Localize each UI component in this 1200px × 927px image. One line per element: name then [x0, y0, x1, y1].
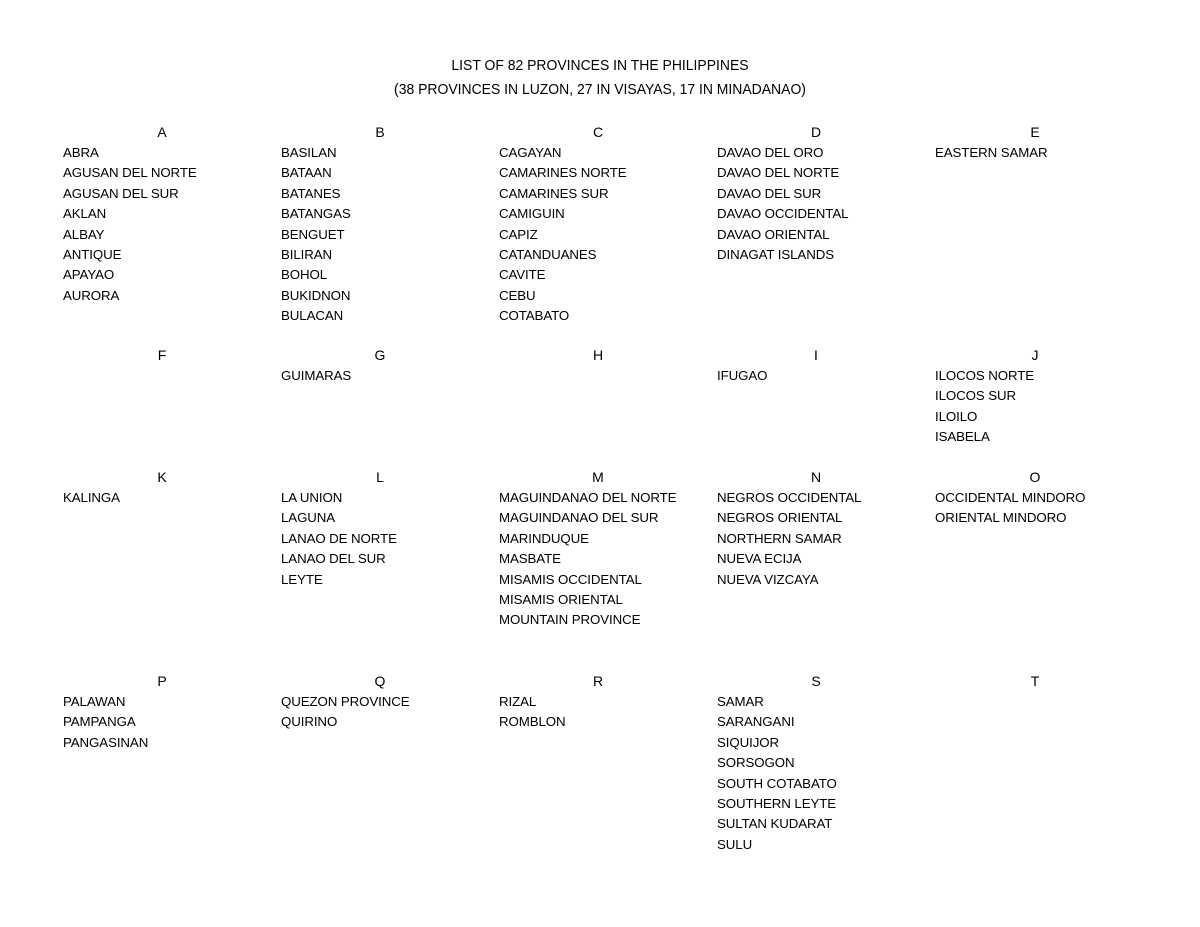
province-item: QUIRINO	[281, 714, 338, 730]
province-item: MOUNTAIN PROVINCE	[499, 612, 641, 628]
province-list	[63, 143, 271, 306]
province-item: BENGUET	[281, 226, 345, 242]
letter-row	[53, 121, 1145, 327]
province-item: ANTIQUE	[63, 246, 122, 262]
province-item: BILIRAN	[281, 246, 333, 262]
province-item: SULTAN KUDARAT	[717, 816, 833, 832]
province-item: SIQUIJOR	[717, 734, 779, 750]
letter-heading: N	[810, 469, 822, 485]
province-list	[281, 488, 489, 590]
province-item: LAGUNA	[281, 510, 336, 526]
province-item: AURORA	[63, 287, 120, 303]
province-item: BATANES	[281, 185, 341, 201]
province-item: DINAGAT ISLANDS	[717, 246, 834, 262]
province-item: CAVITE	[499, 267, 546, 283]
province-item: ALBAY	[63, 226, 105, 242]
province-item: ILOCOS NORTE	[935, 368, 1035, 383]
province-list	[935, 366, 1145, 448]
province-item: DAVAO OCCIDENTAL	[717, 206, 849, 222]
province-item: NUEVA VIZCAYA	[717, 571, 819, 587]
province-item: ILOILO	[935, 408, 978, 424]
province-item: MAGUINDANAO DEL SUR	[499, 510, 659, 526]
province-item: SARANGANI	[717, 714, 795, 730]
letter-heading: K	[157, 469, 167, 485]
province-item: SAMAR	[717, 694, 764, 709]
province-item: LEYTE	[281, 571, 323, 587]
province-list	[935, 143, 1145, 163]
letter-heading: B	[375, 124, 385, 140]
province-item: RIZAL	[499, 694, 537, 709]
letter-column-i	[707, 344, 925, 448]
province-item: MISAMIS OCCIDENTAL	[499, 571, 642, 587]
letter-column-g	[271, 344, 489, 448]
province-item: ABRA	[63, 145, 99, 160]
province-list	[281, 366, 489, 386]
province-list	[499, 692, 707, 733]
letter-column-p	[53, 670, 271, 855]
province-list	[717, 366, 925, 386]
letter-column-a	[53, 121, 271, 327]
letter-heading: G	[374, 347, 386, 363]
letter-heading: A	[157, 124, 167, 140]
province-item: AGUSAN DEL SUR	[63, 185, 179, 201]
province-item: DAVAO DEL SUR	[717, 185, 822, 201]
province-list	[281, 692, 489, 733]
province-item: IFUGAO	[717, 368, 768, 383]
province-list	[499, 143, 707, 327]
letter-row	[53, 344, 1145, 448]
province-item: NEGROS ORIENTAL	[717, 510, 843, 526]
province-item: PALAWAN	[63, 694, 126, 709]
province-item: LANAO DE NORTE	[281, 530, 397, 546]
province-item: CAGAYAN	[499, 145, 562, 160]
province-item: ILOCOS SUR	[935, 388, 1017, 404]
province-item: SORSOGON	[717, 755, 795, 771]
province-item: MARINDUQUE	[499, 530, 589, 546]
province-list	[935, 488, 1145, 529]
province-item: SOUTHERN LEYTE	[717, 795, 837, 811]
province-item: BUKIDNON	[281, 287, 351, 303]
letter-column-b	[271, 121, 489, 327]
letter-heading: J	[1031, 347, 1039, 363]
province-item: ROMBLON	[499, 714, 566, 730]
province-item: DAVAO ORIENTAL	[717, 226, 830, 242]
letter-column-d	[707, 121, 925, 327]
province-item: MASBATE	[499, 551, 561, 567]
letter-heading: T	[1030, 673, 1040, 689]
province-item: SOUTH COTABATO	[717, 775, 837, 791]
province-item: KALINGA	[63, 490, 120, 505]
province-item: MAGUINDANAO DEL NORTE	[499, 490, 677, 505]
province-list	[717, 488, 925, 590]
letter-column-f	[53, 344, 271, 448]
province-item: LA UNION	[281, 490, 343, 505]
province-item: BATANGAS	[281, 206, 351, 222]
page-title: LIST OF 82 PROVINCES IN THE PHILIPPINES	[451, 57, 749, 74]
letter-heading: L	[376, 469, 384, 485]
letter-heading: Q	[374, 673, 386, 689]
letter-heading: O	[1029, 469, 1041, 485]
letter-column-n	[707, 466, 925, 631]
province-item: BASILAN	[281, 145, 337, 160]
province-item: ORIENTAL MINDORO	[935, 510, 1067, 526]
province-item: OCCIDENTAL MINDORO	[935, 490, 1086, 505]
letter-column-k	[53, 466, 271, 631]
province-item: SULU	[717, 836, 753, 852]
province-item: NEGROS OCCIDENTAL	[717, 490, 862, 505]
letter-column-r	[489, 670, 707, 855]
province-item: PAMPANGA	[63, 714, 136, 730]
letter-column-h	[489, 344, 707, 448]
province-item: LANAO DEL SUR	[281, 551, 386, 567]
province-item: CAMARINES SUR	[499, 185, 609, 201]
letter-heading: H	[592, 347, 604, 363]
province-item: QUEZON PROVINCE	[281, 694, 410, 709]
province-item: CAPIZ	[499, 226, 538, 242]
letter-row	[53, 670, 1145, 855]
letter-heading: D	[810, 124, 822, 140]
letter-heading: S	[811, 673, 821, 689]
province-list	[63, 692, 271, 753]
province-list	[63, 488, 271, 508]
province-item: EASTERN SAMAR	[935, 145, 1048, 160]
province-item: AKLAN	[63, 206, 107, 222]
letter-heading: R	[592, 673, 604, 689]
letter-column-j	[925, 344, 1145, 448]
province-item: BOHOL	[281, 267, 328, 283]
province-item: PANGASINAN	[63, 734, 149, 750]
province-item: CATANDUANES	[499, 246, 597, 262]
province-list	[717, 692, 925, 855]
province-item: APAYAO	[63, 267, 115, 283]
letter-heading: C	[592, 124, 604, 140]
province-item: GUIMARAS	[281, 368, 352, 383]
province-item: DAVAO DEL ORO	[717, 145, 824, 160]
province-list	[281, 143, 489, 327]
province-item: COTABATO	[499, 308, 570, 324]
province-item: CAMARINES NORTE	[499, 165, 627, 181]
province-item: NUEVA ECIJA	[717, 551, 802, 567]
letter-column-c	[489, 121, 707, 327]
province-item: ISABELA	[935, 429, 990, 445]
letter-column-t	[925, 670, 1145, 855]
province-item: CAMIGUIN	[499, 206, 565, 222]
letter-row	[53, 466, 1145, 631]
province-item: AGUSAN DEL NORTE	[63, 165, 197, 181]
province-item: BULACAN	[281, 308, 344, 324]
letter-column-q	[271, 670, 489, 855]
page-subtitle: (38 PROVINCES IN LUZON, 27 IN VISAYAS, 17 IN MINADANAO)	[394, 81, 806, 98]
letter-heading: E	[1030, 124, 1040, 140]
letter-heading: P	[157, 673, 167, 689]
letter-heading: I	[814, 347, 818, 363]
province-item: CEBU	[499, 287, 536, 303]
province-list	[499, 488, 707, 631]
letter-column-s	[707, 670, 925, 855]
letter-column-l	[271, 466, 489, 631]
letter-heading: M	[592, 469, 604, 485]
letter-column-o	[925, 466, 1145, 631]
province-item: DAVAO DEL NORTE	[717, 165, 840, 181]
letter-column-e	[925, 121, 1145, 327]
province-list	[717, 143, 925, 265]
province-item: NORTHERN SAMAR	[717, 530, 842, 546]
province-item: MISAMIS ORIENTAL	[499, 591, 623, 607]
letter-column-m	[489, 466, 707, 631]
letter-heading: F	[157, 347, 167, 363]
province-item: BATAAN	[281, 165, 332, 181]
